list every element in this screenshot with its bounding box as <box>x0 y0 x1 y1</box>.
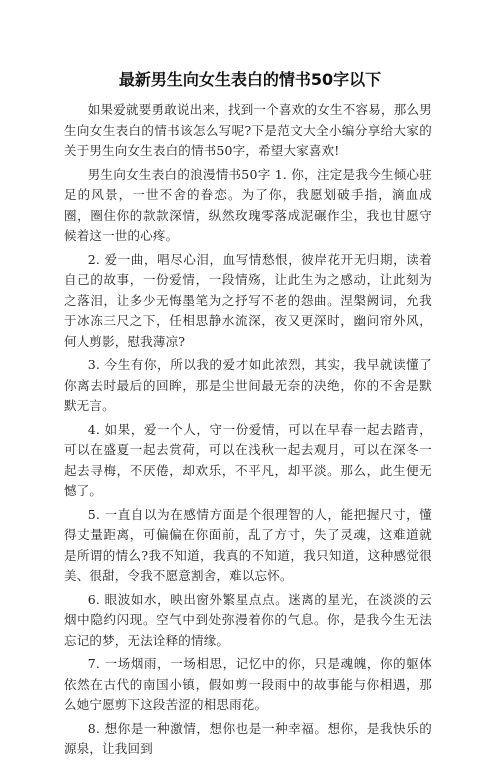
document-title: 最新男生向女生表白的情书50字以下 <box>118 70 382 89</box>
document-body <box>64 100 432 763</box>
paragraph-letter-4: 4. 如果，爱一个人，守一份爱情，可以在早春一起去踏青，可以在盛夏一起去赏荷，可以在浅秋一起去观月，可以在深冬一起去寻梅，不厌倦，却欢乐，不平凡，却平淡。那么，此生便无憾了。 <box>64 421 432 498</box>
paragraph-letter-6: 6. 眼波如水，映出窗外繁星点点。迷离的星光，在淡淡的云烟中隐约闪现。空气中到处弥漫着你的气息。你，是我今生无法忘记的梦，无法诠释的情缘。 <box>64 591 432 648</box>
paragraph-intro: 如果爱就要勇敢说出来，找到一个喜欢的女生不容易，那么男生向女生表白的情书该怎么写呢?下是范文大全小编分享给大家的关于男生向女生表白的情书50字，希望大家喜欢! <box>64 102 432 158</box>
paragraph-letter-8: 8. 想你是一种激情，想你也是一种幸福。想你，是我快乐的源泉，让我回到 <box>64 720 432 756</box>
paragraph-letter-2: 2. 爱一曲，唱尽心泪，血写情愁恨，彼岸花开无归期，读着自己的故事，一份爱情，一段情殇，让此生为之感动，让此刻为之落泪，让多少无悔墨笔为之抒写不老的怨曲。涅槃阙词，允我于冰冻三尺之下，任相思静水流深，夜又更深时，幽问帘外风，何人剪影，慰我薄凉? <box>64 251 432 349</box>
paragraph-letter-7: 7. 一场烟雨，一场相思，记忆中的你，只是魂魄，你的躯体依然在古代的南国小镇，假如剪一段雨中的故事能与你相遇，那么她宁愿剪下这段苦涩的相思雨花。 <box>64 656 432 712</box>
paragraph-letter-3: 3. 今生有你，所以我的爱才如此浓烈，其实，我早就读懂了你离去时最后的回眸，那是尘世间最无奈的决绝，你的不舍是默默无言。 <box>64 357 432 413</box>
paragraph-letter-1: 男生向女生表白的浪漫情书50字 1. 你，注定是我今生倾心驻足的风景，一世不舍的眷恋。为了你，我愿划破手指，滴血成圈，圈住你的款款深情，纵然玫瑰零落成泥碾作尘，我也甘愿守候着这一世的心疼。 <box>64 166 432 243</box>
paragraph-letter-5: 5. 一直自以为在感情方面是个很理智的人，能把握尺寸，懂得丈量距离，可偏偏在你面前，乱了方寸，失了灵魂，这难道就是所谓的情么?我不知道，我真的不知道，我只知道，这种感觉很美、很甜，令我不愿意割舍，难以忘怀。 <box>64 506 432 583</box>
